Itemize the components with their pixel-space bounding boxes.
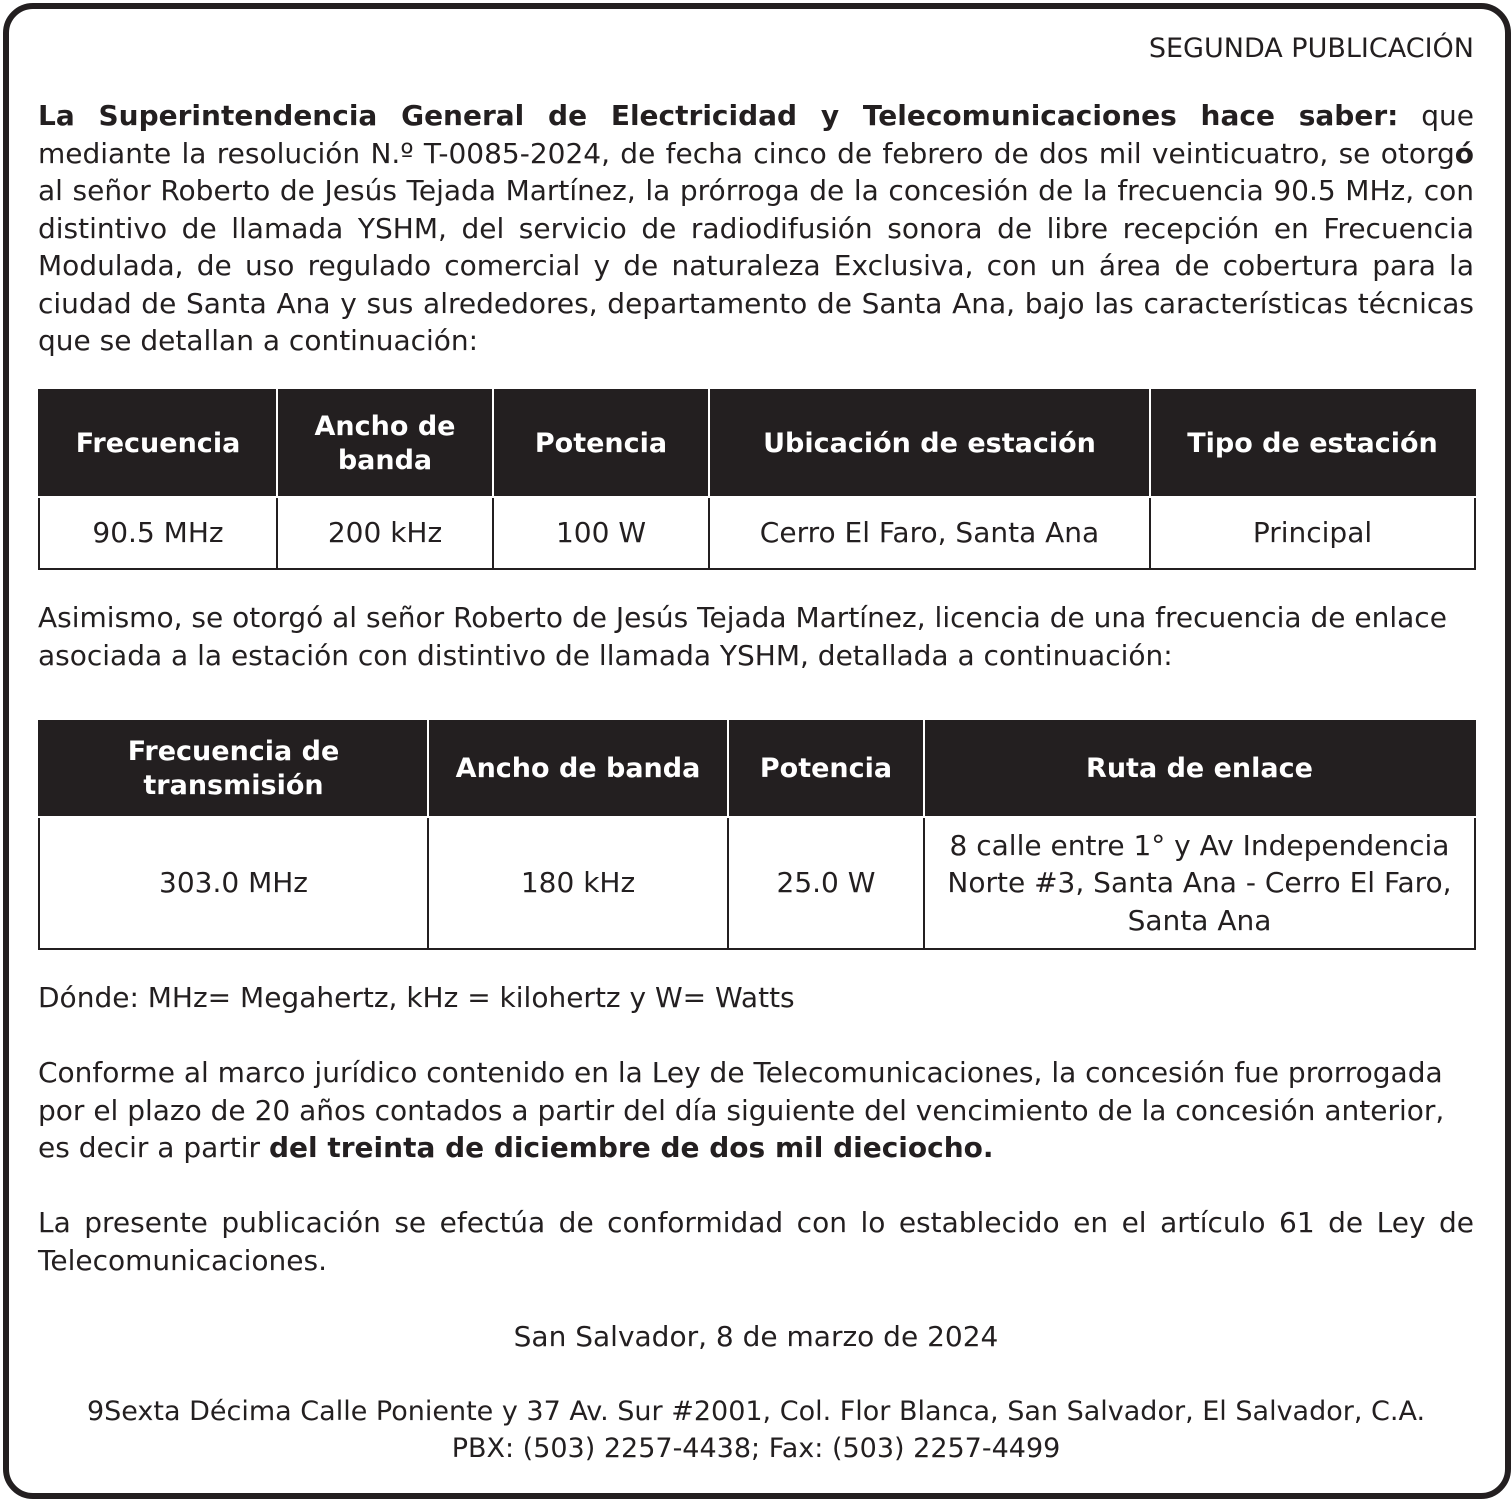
table-row [39,497,1475,569]
cell-potencia: 100 W [493,497,709,569]
th-tipo-estacion: Tipo de estación [1150,390,1475,497]
th-ruta-enlace: Ruta de enlace [924,721,1475,817]
intro-bold-char: ó [1454,136,1474,170]
publication-label: SEGUNDA PUBLICACIÓN [1148,33,1474,64]
legal-term-text: Conforme al marco jurídico contenido en la Ley de Telecomunicaciones, la concesión fue prorrogada por el plazo de 20 años contados a partir del día siguiente del vencimiento de la concesión anterior, es decir a partir [38,1056,1445,1164]
footer-phones: PBX: (503) 2257-4438; Fax: (503) 2257-4499 [451,1433,1061,1464]
concession-table-header-row [39,390,1475,497]
cell-frecuencia: 90.5 MHz [39,497,277,569]
th-frecuencia: Frecuencia [39,390,277,497]
cell-ruta-enlace: 8 calle entre 1° y Av Independencia Norte #3, Santa Ana - Cerro El Faro, Santa Ana [924,817,1475,949]
th-ancho-banda: Ancho de banda [277,390,493,497]
intro-paragraph [38,97,1474,360]
cell-ubicacion: Cerro El Faro, Santa Ana [709,497,1150,569]
cell-ancho-banda: 200 kHz [277,497,493,569]
legal-basis-paragraph: La presente publicación se efectúa de conformidad con lo establecido en el artículo 61 de Ley de Telecomunicaciones. [38,1206,1474,1277]
intro-text-a: que mediante la resolución N.º T-0085-2024, de fecha cinco de febrero de dos mil veinticuatro, se otorg [38,99,1474,170]
legal-term-date: del treinta de diciembre de dos mil dieciocho. [268,1131,994,1164]
units-legend: Dónde: MHz= Megahertz, kHz = kilohertz y W= Watts [38,981,795,1014]
cell-frecuencia-transmision: 303.0 MHz [39,817,428,949]
footer-address: 9Sexta Décima Calle Poniente y 37 Av. Sur #2001, Col. Flor Blanca, San Salvador, El Salvador, C.A. [86,1396,1426,1427]
th-frecuencia-transmision: Frecuencia de transmisión [39,721,428,817]
cell-tipo-estacion: Principal [1150,497,1475,569]
th-potencia: Potencia [493,390,709,497]
place-date: San Salvador, 8 de marzo de 2024 [513,1320,999,1353]
concession-table [38,389,1476,570]
th-ubicacion: Ubicación de estación [709,390,1150,497]
legal-term-paragraph [38,1054,1474,1167]
table-row [39,817,1475,949]
cell-potencia: 25.0 W [728,817,924,949]
link-table-header-row [39,721,1475,817]
link-license-paragraph: Asimismo, se otorgó al señor Roberto de Jesús Tejada Martínez, licencia de una frecuencia de enlace asociada a la estación con distintivo de llamada YSHM, detallada a continuación: [38,601,1447,672]
intro-lead: La Superintendencia General de Electricidad y Telecomunicaciones hace saber: [38,99,1399,132]
intro-text-b: al señor Roberto de Jesús Tejada Martínez, la prórroga de la concesión de la frecuencia 90.5 MHz, con distintivo de llamada YSHM, del servicio de radiodifusión sonora de libre recepción en Frecuencia Modulada, de uso regulado comercial y de naturaleza Exclusiva, con un área de cobertura para la ciudad de Santa Ana y sus alrededores, departamento de Santa Ana, bajo las características técnicas que se detallan a continuación: [38,174,1474,357]
th-potencia: Potencia [728,721,924,817]
th-ancho-banda: Ancho de banda [428,721,728,817]
link-table [38,720,1476,950]
cell-ancho-banda: 180 kHz [428,817,728,949]
